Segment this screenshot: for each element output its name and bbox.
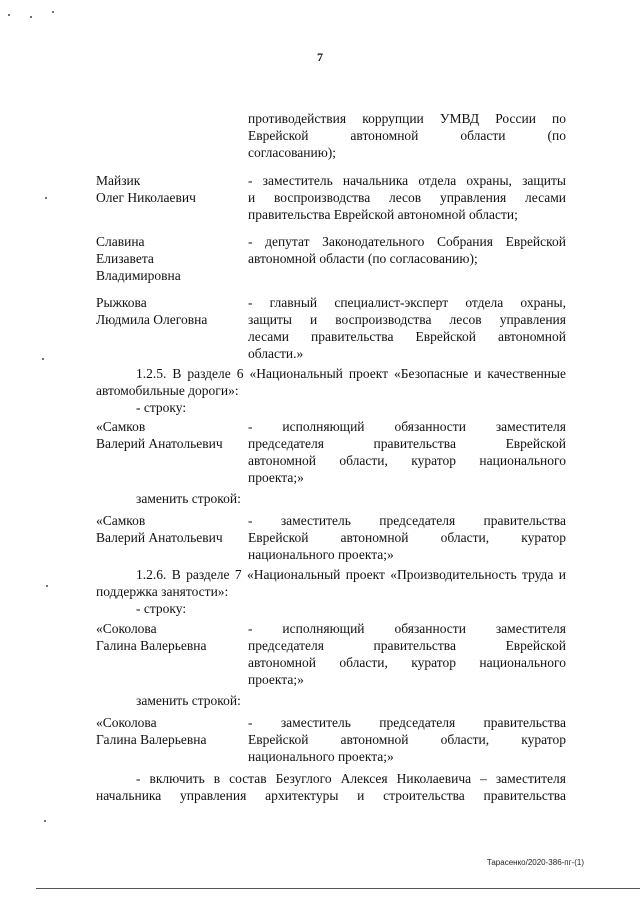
name-line: Владимировна [96, 268, 181, 283]
text-line: - заместитель председателя правительства [248, 715, 566, 730]
continuation-text [248, 110, 566, 161]
text-line: - включить в состав Безуглого Алексея Николаевича – заместителя [136, 771, 566, 786]
section-1-2-5-heading [96, 365, 566, 399]
text-line: - исполняющий обязанности заместителя [248, 419, 566, 434]
member-position [248, 512, 566, 563]
member-position [248, 233, 566, 267]
text-line: Еврейской автономной области, куратор [248, 732, 566, 747]
member-name [96, 233, 246, 284]
row-label: - строку: [136, 601, 187, 616]
text-line: - исполняющий обязанности заместителя [248, 621, 566, 636]
scan-speck [8, 14, 10, 16]
text-line: защиты и воспроизводства лесов управления [248, 312, 566, 327]
scan-speck [46, 585, 48, 587]
member-position [248, 714, 566, 765]
member-position [248, 172, 566, 223]
text-line: области.» [248, 346, 304, 361]
text-line: председателя правительства Еврейской [248, 436, 566, 451]
text-line: 1.2.6. В разделе 7 «Национальный проект «Производительность труда и [136, 567, 566, 582]
text-line: Еврейской автономной области, куратор [248, 530, 566, 545]
text-line: национального проекта;» [248, 749, 394, 764]
member-position [248, 294, 566, 362]
name-line: Галина Валерьевна [96, 638, 207, 653]
name-line: «Соколова [96, 621, 157, 636]
text-line: - заместитель председателя правительства [248, 513, 566, 528]
text-line: 1.2.5. В разделе 6 «Национальный проект «Безопасные и качественные [136, 366, 566, 381]
text-line: поддержка занятости»: [96, 584, 229, 599]
member-name [96, 418, 246, 452]
text-line: - депутат Законодательного Собрания Еврейской [248, 234, 566, 249]
text-line: автономной области (по согласованию); [248, 251, 478, 266]
include-paragraph [96, 770, 566, 804]
name-line: «Самков [96, 513, 146, 528]
text-line: противодействия коррупции УМВД России по [248, 111, 566, 126]
member-name [96, 714, 246, 748]
scan-speck [30, 16, 32, 18]
document-code: Тарасенко/2020-386-пг-(1) [486, 858, 584, 867]
name-line: Людмила Олеговна [96, 312, 208, 327]
text-line: - главный специалист-эксперт отдела охраны, [248, 295, 566, 310]
text-line: начальника управления архитектуры и строительства правительства [96, 788, 566, 803]
name-line: Елизавета [96, 251, 154, 266]
name-line: «Самков [96, 419, 146, 434]
scan-edge-line [36, 888, 640, 889]
text-line: лесами правительства Еврейской автономной [248, 329, 566, 344]
text-line: проекта;» [248, 470, 304, 485]
name-line: Рыжкова [96, 295, 147, 310]
text-line: согласованию); [248, 145, 337, 160]
name-line: Галина Валерьевна [96, 732, 207, 747]
scan-speck [42, 358, 44, 360]
row-label: - строку: [136, 400, 187, 415]
text-line: председателя правительства Еврейской [248, 638, 566, 653]
text-line: правительства Еврейской автономной области; [248, 207, 518, 222]
member-name [96, 620, 246, 654]
name-line: «Соколова [96, 715, 157, 730]
name-line: Валерий Анатольевич [96, 436, 223, 451]
replace-label: заменить строкой: [136, 491, 241, 506]
text-line: Еврейской автономной области (по [248, 128, 566, 143]
member-name [96, 512, 246, 546]
member-position [248, 418, 566, 486]
name-line: Майзик [96, 173, 141, 188]
section-1-2-6-heading [96, 566, 566, 600]
replace-label: заменить строкой: [136, 693, 241, 708]
page-number: 7 [317, 50, 323, 64]
member-position [248, 620, 566, 688]
text-line: проекта;» [248, 672, 304, 687]
text-line: автономной области, куратор национального [248, 655, 566, 670]
member-name [96, 172, 246, 206]
name-line: Валерий Анатольевич [96, 530, 223, 545]
name-line: Славина [96, 234, 145, 249]
text-line: автономной области, куратор национального [248, 453, 566, 468]
scan-speck [44, 820, 46, 822]
scan-speck [52, 11, 54, 13]
text-line: национального проекта;» [248, 547, 394, 562]
scan-speck [45, 197, 47, 199]
member-name [96, 294, 246, 328]
text-line: автомобильные дороги»: [96, 383, 239, 398]
text-line: и воспроизводства лесов управления лесами [248, 190, 566, 205]
text-line: - заместитель начальника отдела охраны, защиты [248, 173, 566, 188]
name-line: Олег Николаевич [96, 190, 196, 205]
